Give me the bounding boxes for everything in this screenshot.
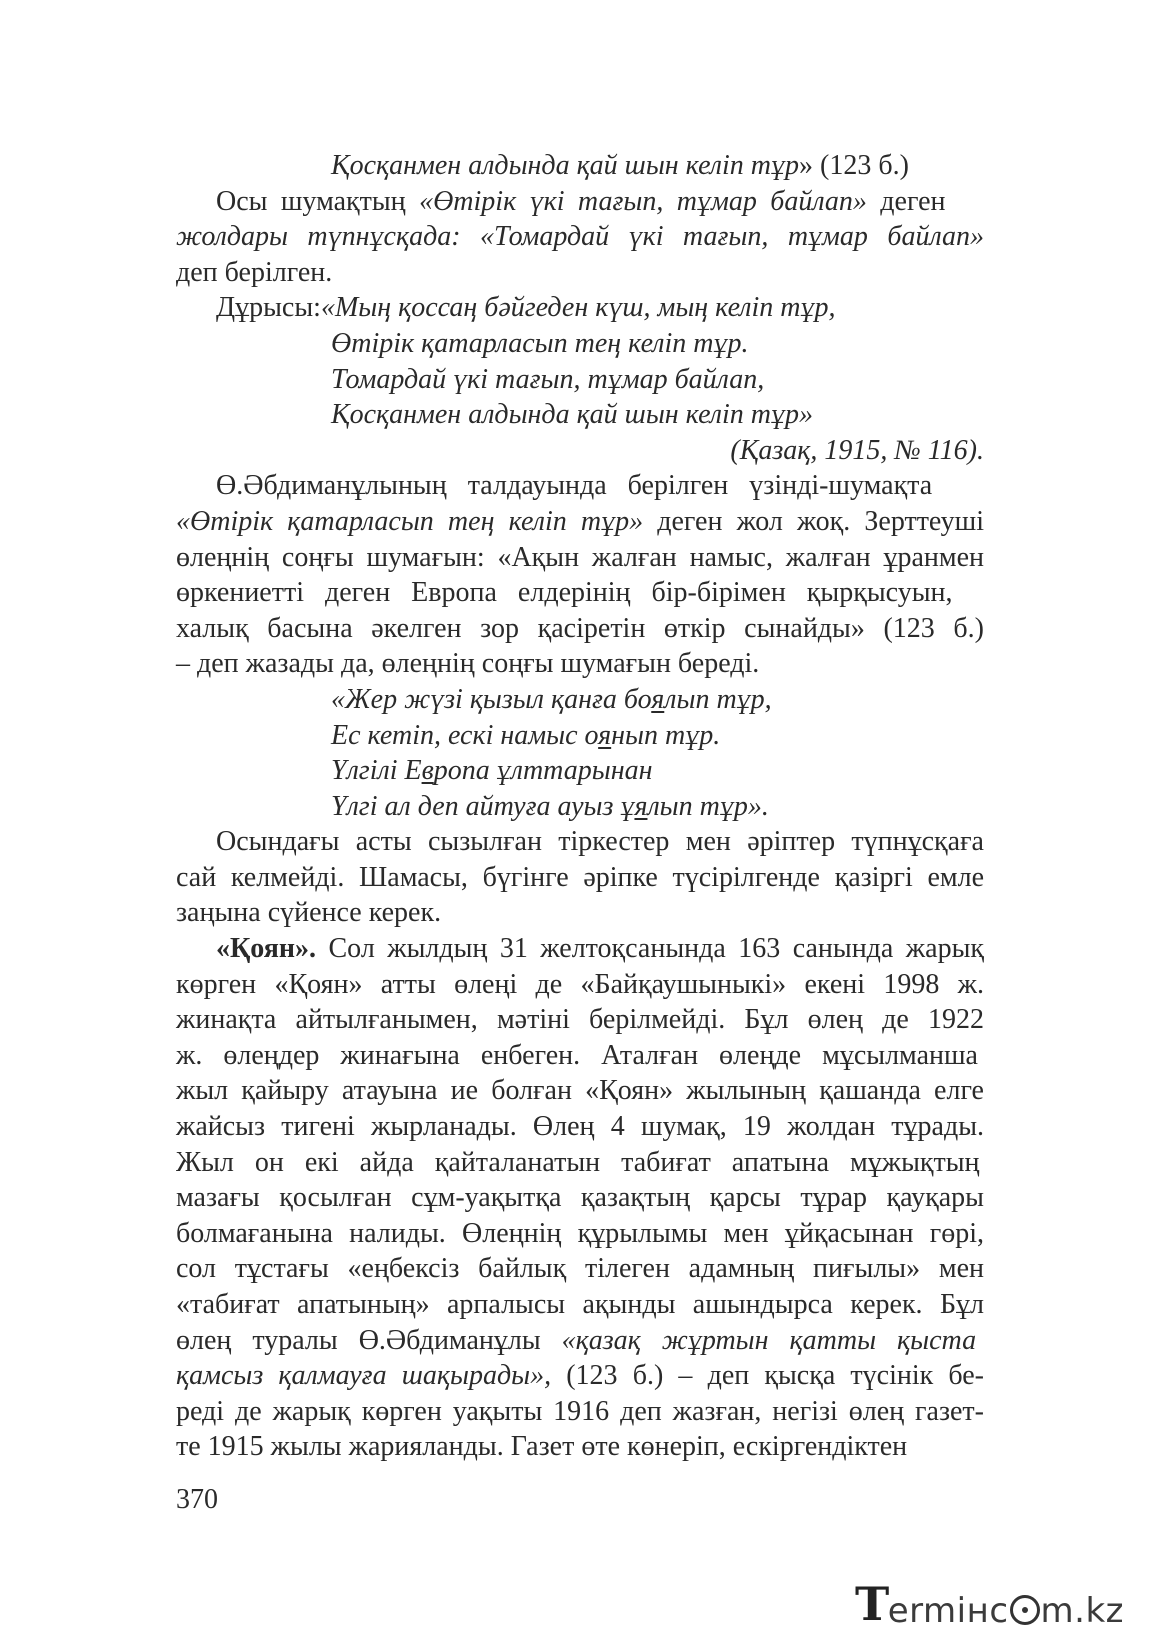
- verse-line: Өтірік қатарласып тең келіп тұр.: [331, 327, 749, 359]
- paragraph-line: те 1915 жылы жарияланды. Газет өте көнеріп, ескіргендіктен: [176, 1431, 908, 1463]
- paragraph-line: өркениетті деген Европа елдерінің бір-бірімен қырқысуын,: [176, 577, 953, 609]
- verse-line: «Жер жүзі қызыл қанға боялып тұр,: [331, 683, 772, 715]
- paragraph-line: қамсыз қалмауға шақырады», (123 б.) – деп қысқа түсінік бе-: [176, 1360, 985, 1392]
- page-text: [176, 148, 984, 1465]
- paragraph-line: Жыл он екі айда қайталанатын табиғат апатына мұжықтың: [176, 1146, 980, 1178]
- paragraph-line: деп берілген.: [176, 256, 333, 288]
- paragraph-line: «Өтірік қатарласып тең келіп тұр» деген жол жоқ. Зерттеуші: [176, 505, 984, 537]
- paragraph-line: жайсыз тигені жырланады. Өлең 4 шумақ, 19 жолдан тұрады.: [176, 1111, 984, 1143]
- paragraph-line: сай келмейді. Шамасы, бүгінге әріпке түсірілгенде қазіргі емле: [176, 861, 984, 893]
- page-number: 370: [176, 1484, 218, 1515]
- paragraph-line: ж. өлеңдер жинағына енбеген. Аталған өлеңде мұсылманша: [176, 1039, 978, 1071]
- paragraph-line: сол тұстағы «еңбексіз байлық тілеген адамның пиғылы» мен: [176, 1253, 984, 1285]
- circle-logo-icon: [1010, 1595, 1040, 1625]
- paragraph-line: жыл қайыру атауына ие болған «Қоян» жылының қашанда елге: [176, 1075, 984, 1107]
- paragraph-line: жинақта айтылғанымен, мәтіні берілмейді. Бұл өлең де 1922: [176, 1004, 984, 1036]
- verse-line: Қосқанмен алдында қай шын келіп тұр» (123 б.): [331, 150, 909, 181]
- paragraph-line: – деп жазады да, өлеңнің соңғы шумағын береді.: [176, 648, 760, 680]
- paragraph-line: мазағы қосылған сұм-уақытқа қазақтың қарсы тұрар қауқары: [176, 1182, 984, 1214]
- verse-label-line: Дұрысы: «Мың қоссаң бәйгеден күш, мың келіп тұр,: [176, 290, 984, 326]
- verse-line: Томардай үкі тағып, тұмар байлап,: [331, 363, 765, 395]
- paragraph-line: өлеңнің соңғы шумағын: «Ақын жалған намыс, жалған ұранмен: [176, 541, 984, 573]
- site-watermark: T ermінc m.kz: [855, 1577, 1124, 1631]
- paragraph-line: реді де жарық көрген уақыты 1916 деп жазған, негізі өлең газет-: [176, 1395, 984, 1427]
- paragraph-line: болмағанына налиды. Өлеңнің құрылымы мен ұйқасынан гөрі,: [176, 1217, 984, 1249]
- verse-line: Ес кетіп, ескі намыс оянып тұр.: [331, 719, 721, 751]
- section-title: «Қоян».: [216, 933, 317, 965]
- paragraph-line: Осы шумақтың «Өтірік үкі тағып, тұмар байлап» деген: [216, 185, 946, 217]
- paragraph-line: жолдары түпнұсқада: «Томардай үкі тағып, тұмар байлап»: [176, 221, 984, 253]
- paragraph-line: халық басына әкелген зор қасіретін өткір сынайды» (123 б.): [176, 612, 984, 644]
- verse-line: Үлгі ал деп айтуға ауыз ұялып тұр».: [331, 790, 769, 822]
- paragraph-line: заңына сүйенсе керек.: [176, 897, 442, 929]
- paragraph-line: «Қоян». Сол жылдың 31 желтоқсанында 163 санында жарық: [176, 931, 984, 967]
- verse-line: Үлгілі Европа ұлттарынан: [331, 755, 653, 787]
- source-citation: (Қазақ, 1915, № 116).: [730, 434, 984, 466]
- paragraph-line: «табиғат апатының» арпалысы ақынды ашындырса керек. Бұл: [176, 1289, 984, 1320]
- paragraph-line: Осындағы асты сызылған тіркестер мен әріптер түпнұсқаға: [216, 826, 984, 858]
- paragraph-line: Ө.Әбдиманұлының талдауында берілген үзінді-шумақта: [216, 470, 933, 502]
- paragraph-line: көрген «Қоян» атты өлеңі де «Байқаушыныкі» екені 1998 ж.: [176, 968, 984, 1000]
- paragraph-line: өлең туралы Ө.Әбдиманұлы «қазақ жұртын қатты қыста: [176, 1324, 977, 1356]
- correct-label: Дұрысы:: [216, 292, 321, 324]
- verse-line: Қосқанмен алдында қай шын келіп тұр»: [331, 399, 814, 431]
